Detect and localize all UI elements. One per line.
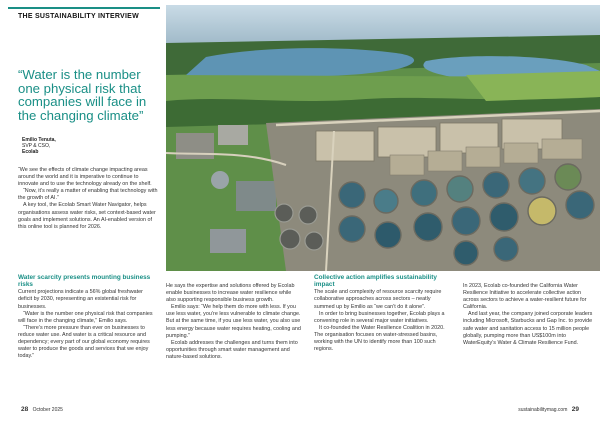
page-number-left: 28 xyxy=(21,406,29,413)
footer-right xyxy=(518,406,582,413)
aerial-photo xyxy=(166,5,600,271)
footer-left xyxy=(18,406,63,413)
page-number-right: 29 xyxy=(571,406,579,413)
paragraph: “Water is the number one physical risk that companies will face in the changing climate,” Emilio says. xyxy=(18,310,153,324)
paragraph: The scale and complexity of resource scarcity require collaborative approaches across sectors – neatly summed up by Emilio as “we can’t do it alone”. xyxy=(314,289,442,310)
paragraph: “We see the effects of climate change impacting areas around the world and it is imperative to continue to innovate and to use the technology already on the shelf. xyxy=(18,167,152,188)
paragraph: In order to bring businesses together, Ecolab plays a convening role in several major water initiatives. xyxy=(314,310,445,324)
attribution-title: SVP & CSO, xyxy=(22,143,51,149)
article-column-1 xyxy=(18,274,154,360)
subheading: Water scarcity presents mounting business risks xyxy=(18,274,151,289)
attribution-company: Ecolab xyxy=(22,149,39,155)
attribution-name: Emilio Tenuta, xyxy=(22,137,56,143)
subheading: Collective action amplifies sustainability impact xyxy=(314,274,437,289)
paragraph: It co-founded the Water Resilience Coalition in 2020. The organisation focuses on water-stressed basins, working with the UN to identify more than 100 such regions. xyxy=(314,324,445,353)
issue-date: October 2025 xyxy=(32,407,63,413)
paragraph: “There’s more pressure than ever on businesses to reduce water use. And water is a critical resource and dependency; every part of our global economy requires water to produce the goods and services that we enjoy today.” xyxy=(18,324,150,360)
paragraph: Emilio says: “We help them do more with less. If you use less water, you’re less vulnerable to climate change. But at the same time, if you use less water, you also use less energy because water requires heating, cooling and pumping.” xyxy=(166,304,301,339)
intro-column xyxy=(18,167,158,231)
paragraph: In 2023, Ecolab co-founded the California Water Resilience Initiative to accelerate collective action across sectors to achieve a water-resilient future for California. xyxy=(463,283,587,311)
paragraph: Current projections indicate a 56% global freshwater deficit by 2030, representing an existential risk for businesses. xyxy=(18,289,143,310)
paragraph: Ecolab addresses the challenges and turns them into opportunities through smart water management and nature-based solutions. xyxy=(166,339,298,360)
article-column-3 xyxy=(314,274,449,353)
article-column-4 xyxy=(463,283,595,347)
paragraph: A key tool, the Ecolab Smart Water Navigator, helps organisations assess water risks, set context-based water goals and implement solutions. An AI-enabled version of this online tool is planned for 2026. xyxy=(18,202,156,230)
pull-quote: “Water is the number one physical risk that companies will face in the changing climate” xyxy=(18,67,147,123)
paragraph: He says the expertise and solutions offered by Ecolab enable businesses to increase water resilience while also supporting responsible business growth. xyxy=(166,283,295,304)
section-title: THE SUSTAINABILITY INTERVIEW xyxy=(18,13,139,20)
quote-attribution xyxy=(22,137,56,155)
paragraph: “Now, it’s really a matter of enabling that technology with the growth of AI.” xyxy=(18,188,158,202)
header-rule xyxy=(8,7,160,9)
paragraph: And last year, the company joined corporate leaders including Microsoft, Starbucks and Gap Inc. to provide safe water and sanitation access to 15 million people globally, pumping more than US$100m into WaterEquity’s Water & Climate Resilience Fund. xyxy=(463,311,593,346)
site-url[interactable]: sustainabilitymag.com xyxy=(518,407,568,413)
article-column-2 xyxy=(166,283,301,361)
